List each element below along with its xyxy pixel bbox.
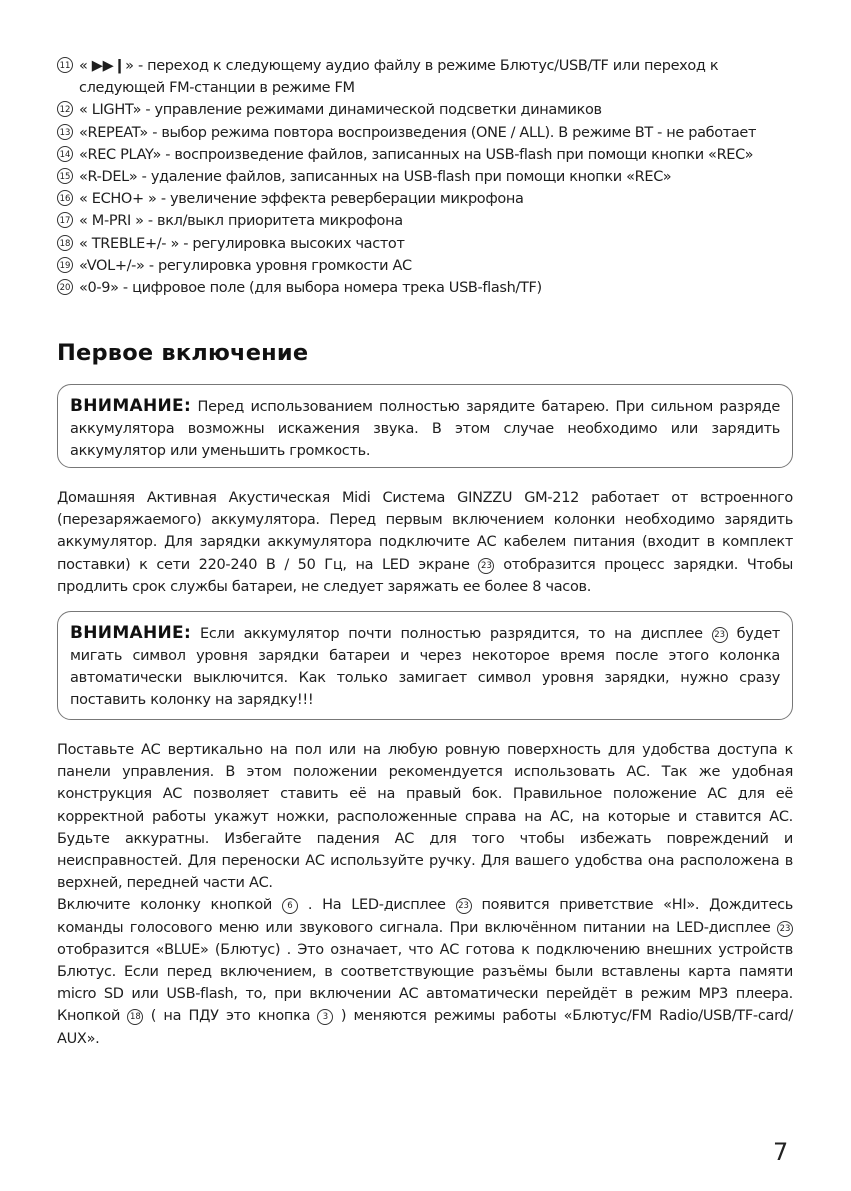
- item-text: « ▶▶❙» - переход к следующему аудио файлу в режиме Блютус/USB/TF или переход к следующей FM-станции в режиме FM: [79, 58, 719, 97]
- item-text: «0-9» - цифровое поле (для выбора номера трека USB-flash/TF): [79, 280, 542, 297]
- item-number: 12: [57, 101, 73, 117]
- page-number: 7: [773, 1138, 789, 1166]
- paragraph-text: ( на ПДУ это кнопка: [150, 1008, 311, 1025]
- item-number: 17: [57, 212, 73, 228]
- paragraph-text: Поставьте АС вертикально на пол или на любую ровную поверхность для удобства доступа к панели управления. В этом положении рекомендуется использовать АС. Так же удобная конструкция АС позволяет ставить её на правый бок. Правильное положение АС для её корректной работы укажут ножки, расположенные справа на АС, на которые и ставится АС. Будьте аккуратны. Избегайте падения АС для того чтобы избежать повреждений и неисправностей. Для переноски АС используйте ручку. Для вашего удобства она расположена в верхней, передней части АС.: [57, 742, 793, 892]
- item-text: «REC PLAY» - воспроизведение файлов, записанных на USB-flash при помощи кнопки «REC»: [79, 146, 754, 163]
- item-number: 13: [57, 124, 73, 140]
- reference-number: 18: [127, 1009, 143, 1025]
- paragraph-text: . На LED-дисплее: [307, 897, 446, 914]
- list-item: [57, 255, 797, 277]
- reference-number: 23: [456, 898, 472, 914]
- list-item: [57, 188, 797, 210]
- list-item: [57, 210, 797, 232]
- paragraph-text: ) меняются режимы работы «Блютус/FM Radio/USB/TF-card/ AUX».: [57, 1008, 793, 1047]
- instructions-paragraph: [57, 739, 793, 1050]
- warning-box: [57, 611, 793, 720]
- list-item: [57, 233, 797, 255]
- warning-text: Если аккумулятор почти полностью разрядится, то на дисплее: [200, 626, 703, 642]
- section-heading: Первое включение: [57, 340, 309, 366]
- paragraph-text: отобразится «BLUE» (Блютус) . Это означает, что АС готова к подключению внешних устройств Блютус. Если перед включением, в соответствующие разъёмы были вставлены карта памяти micro SD или USB-flash, то, при включении АС автоматически перейдёт в режим MP3 плеера. Кнопкой: [57, 941, 793, 1025]
- reference-number: 23: [777, 921, 793, 937]
- list-item: [57, 99, 797, 121]
- item-number: 15: [57, 168, 73, 184]
- warning-box: [57, 384, 793, 468]
- item-number: 11: [57, 57, 73, 73]
- item-text: «REPEAT» - выбор режима повтора воспроизведения (ONE / ALL). В режиме BT - не работает: [79, 124, 757, 141]
- item-text: « LIGHT» - управление режимами динамической подсветки динамиков: [79, 102, 602, 119]
- list-item: [57, 166, 797, 188]
- warning-text: будет мигать символ уровня зарядки батареи и через некоторое время после этого колонка автоматически выключится. Как только замигает символ уровня зарядки, нужно сразу поставить колонку на зарядку!!!: [70, 626, 781, 708]
- item-text: « M-PRI » - вкл/выкл приоритета микрофона: [79, 213, 403, 230]
- paragraph-text: появится приветствие «HI». Дождитесь команды голосового меню или звукового сигнала. При включённом питании на LED-дисплее: [57, 897, 794, 936]
- item-number: 20: [57, 279, 73, 295]
- reference-number: 3: [317, 1009, 333, 1025]
- paragraph-text: Включите колонку кнопкой: [57, 897, 273, 914]
- list-item: [57, 277, 797, 299]
- list-item: [57, 122, 797, 144]
- item-number: 14: [57, 146, 73, 162]
- reference-number: 23: [712, 627, 728, 643]
- item-number: 18: [57, 235, 73, 251]
- item-text: «VOL+/-» - регулировка уровня громкости АС: [79, 257, 412, 274]
- item-text: «R-DEL» - удаление файлов, записанных на USB-flash при помощи кнопки «REC»: [79, 169, 672, 186]
- intro-paragraph: [57, 487, 793, 598]
- list-item: [57, 55, 797, 99]
- paragraph-text: отобразится процесс зарядки. Чтобы продлить срок службы батареи, не следует заряжать ее более 8 часов.: [57, 556, 793, 595]
- paragraph-text: Домашняя Активная Акустическая Midi Система GINZZU GM-212 работает от встроенного (перезаряжаемого) аккумулятора. Перед первым включением колонки необходимо зарядить аккумулятор. Для зарядки аккумулятора подключите АС кабелем питания (входит в комплект поставки) к сети 220-240 В / 50 Гц, на LED экране: [57, 490, 793, 573]
- item-number: 19: [57, 257, 73, 273]
- item-text: « ECHO+ » - увеличение эффекта реверберации микрофона: [79, 191, 524, 208]
- controls-list: [57, 55, 797, 299]
- warning-text: Перед использованием полностью зарядите батарею. При сильном разряде аккумулятора возможны искажения звука. В этом случае необходимо или зарядить аккумулятор или уменьшить громкость.: [70, 399, 781, 459]
- warning-title: ВНИМАНИЕ:: [70, 623, 192, 643]
- warning-title: ВНИМАНИЕ:: [70, 396, 192, 416]
- reference-number: 6: [282, 898, 298, 914]
- item-number: 16: [57, 190, 73, 206]
- item-text: « TREBLE+/- » - регулировка высоких частот: [79, 235, 405, 252]
- power-on-paragraph: [57, 894, 793, 1049]
- reference-number: 23: [478, 558, 494, 574]
- list-item: [57, 144, 797, 166]
